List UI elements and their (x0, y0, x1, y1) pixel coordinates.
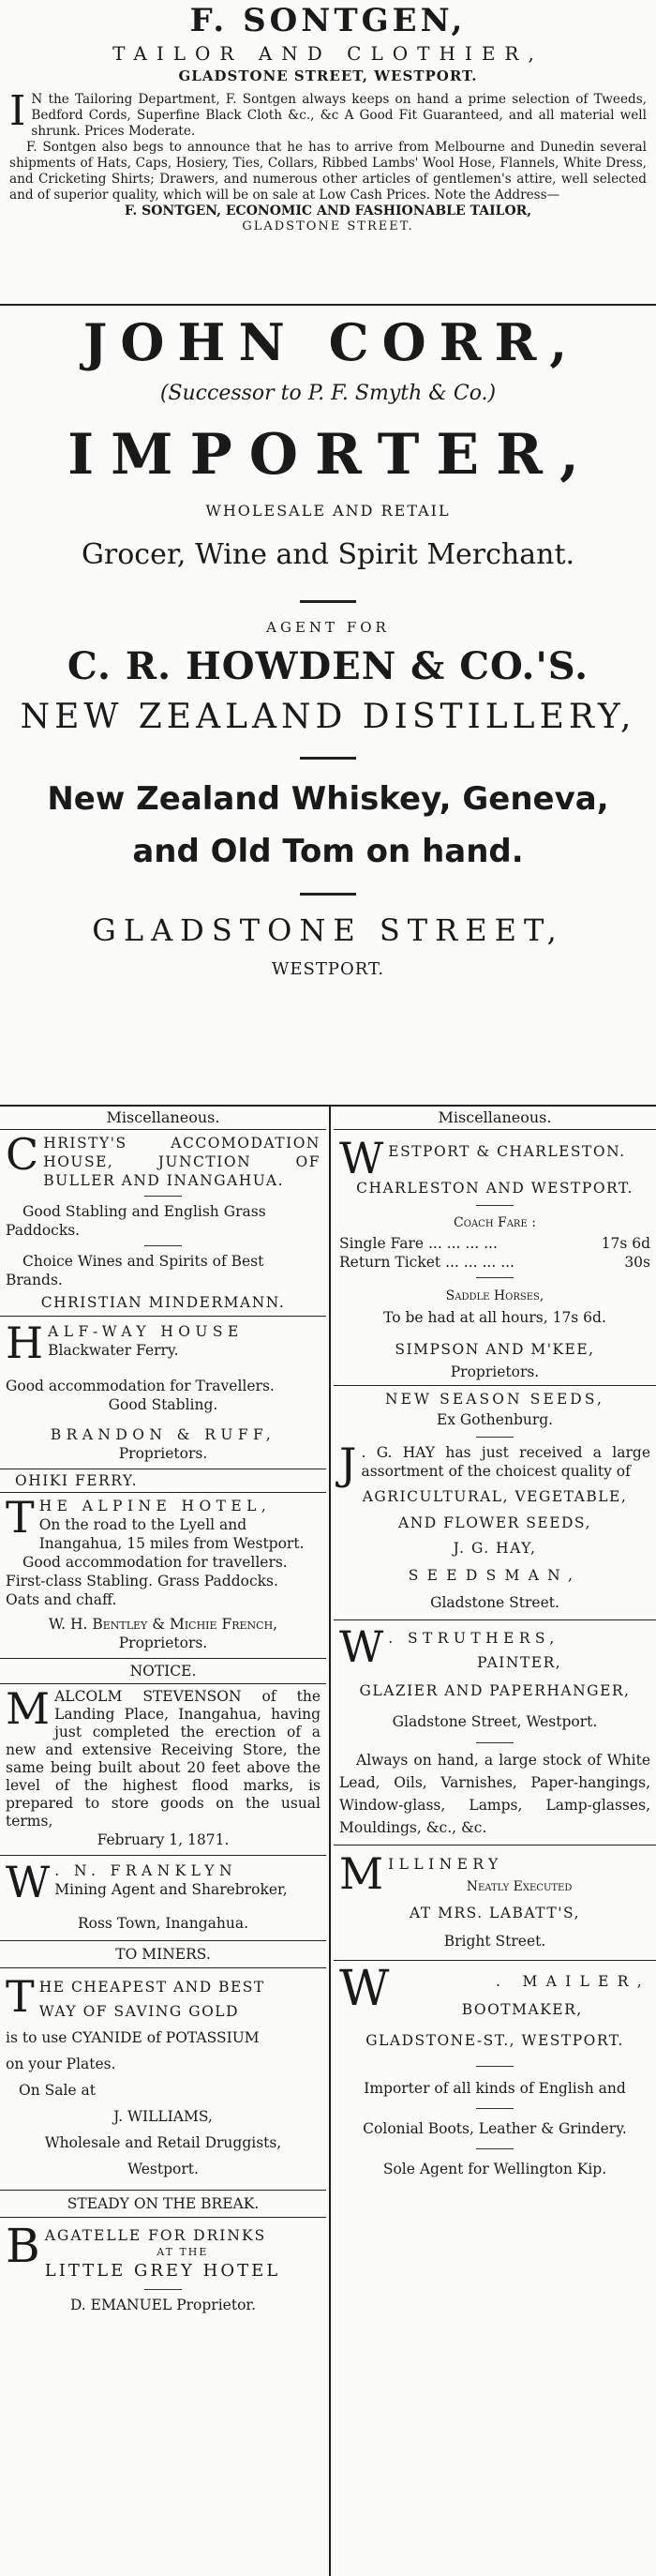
corr-rule-1 (300, 600, 356, 603)
coach-subtitle: CHARLESTON AND WESTPORT. (356, 1180, 634, 1197)
mailer-ad (334, 1961, 656, 2181)
miners-name: J. WILLIAMS, (113, 2108, 213, 2125)
sontgen-address: GLADSTONE STREET, WESTPORT. (178, 68, 478, 84)
seeds-dropcap: J (339, 1439, 357, 1489)
franklyn-dropcap: W (6, 1857, 51, 1907)
corr-successor: (Successor to P. F. Smyth & Co.) (159, 382, 497, 405)
halfway-dropcap: H (6, 1318, 44, 1368)
struthers-body: Always on hand, a large stock of White Lead, Oils, Varnishes, Paper-hangings, Window-glass, Lamps, Lamp-glasses, Mouldings, &c., &c. (339, 1752, 650, 1836)
corr-street: GLADSTONE STREET, (92, 912, 564, 948)
miners-line4: Wholesale and Retail Druggists, (44, 2134, 282, 2151)
sontgen-para1: N the Tailoring Department, F. Sontgen always keeps on hand a prime selection of Tweeds, Bedford Cords, Superfine Black Cloth &c., &c A Good Fit Guaranteed, and all material well shrunk. Prices Moderate. (31, 92, 647, 139)
coach-title: ESTPORT & CHARLESTON. (388, 1143, 626, 1160)
ohiki-line1: Good accommodation for travellers. (22, 1554, 288, 1571)
corr-importer: IMPORTER, (67, 422, 596, 488)
coach-fare-label: Coach Fare : (454, 1215, 536, 1230)
mailer-line2: GLADSTONE-ST., WESTPORT. (365, 2032, 624, 2049)
coach-saddle-line: To be had at all hours, 17s 6d. (383, 1309, 606, 1326)
franklyn-title: . N. FRANKLYN (54, 1862, 237, 1879)
corr-whiskey-2: and Old Tom on hand. (132, 833, 524, 870)
coach-saddle: Saddle Horses, (445, 1288, 544, 1303)
christy-rule-1 (144, 1196, 182, 1197)
struthers-line3: Gladstone Street, Westport. (392, 1713, 598, 1730)
halfway-role: Proprietors. (118, 1445, 208, 1462)
notice-date: February 1, 1871. (97, 1831, 230, 1848)
corr-howden: C. R. HOWDEN & CO.'S. (67, 644, 589, 688)
break-owner: D. EMANUEL Proprietor. (69, 2297, 257, 2313)
miners-line3: On Sale at (19, 2082, 97, 2099)
halfway-title: ALF-WAY HOUSE (48, 1323, 244, 1340)
sontgen-para2: F. Sontgen also begs to announce that he has to arrive from Melbourne and Dunedin several shipments of Hats, Caps, Hosiery, Ties, Collars, Ribbed Lambs' Wool Hose, Flannels, White Dress, and Cricketing Shirts; Drawers, and numerous other articles of gentlemen's attire, well selected and of superior quality, which will be on sale at Low Cash Prices. Note the Address— (9, 140, 647, 203)
franklyn-line1: Mining Agent and Sharebroker, (54, 1881, 288, 1898)
mailer-dropcap: W (339, 1961, 390, 2017)
corr-rule-2 (300, 757, 356, 760)
mailer-line4: Colonial Boots, Leather & Grindery. (363, 2120, 627, 2137)
coach-rule-2 (476, 1277, 514, 1278)
seeds-name: J. G. HAY, (453, 1540, 537, 1557)
column-divider (329, 1107, 331, 2576)
halfway-owners: BRANDON & RUFF, (50, 1426, 276, 1443)
corr-whiskey-1: New Zealand Whiskey, Geneva, (47, 780, 609, 818)
notice-ad (0, 1659, 326, 1849)
corr-name: JOHN CORR, (82, 312, 581, 372)
christy-title: HRISTY'S ACCOMODATION HOUSE, JUNCTION OF BULLER AND INANGAHUA. (43, 1135, 321, 1189)
corr-wholesale: WHOLESALE AND RETAIL (205, 502, 451, 520)
mailer-line1: BOOTMAKER, (461, 2001, 583, 2018)
fare-return-price: 30s (624, 1254, 650, 1271)
coach-rule-1 (476, 1205, 514, 1206)
mailer-rule-2 (476, 2108, 514, 2109)
corr-rule-3 (300, 893, 356, 896)
break-hotel: LITTLE GREY HOTEL (44, 2261, 281, 2281)
break-dropcap: B (6, 2219, 40, 2273)
coach-ad (334, 1130, 656, 1381)
seeds-rule (476, 1437, 514, 1438)
notice-body: ALCOLM STEVENSON of the Landing Place, Inangahua, having just completed the erection of a new and extensive Receiving Store, the same being built about 20 feet above the level of the highest flood marks, is prepared to store goods on the usual terms, (6, 1688, 321, 1830)
christy-line1: Good Stabling and English Grass Paddocks. (6, 1203, 266, 1239)
corr-town: WESTPORT. (271, 959, 385, 979)
mailer-line5: Sole Agent for Wellington Kip. (382, 2161, 607, 2177)
seeds-subtitle: Ex Gothenburg. (436, 1411, 554, 1428)
fare-row-single (339, 1234, 650, 1253)
struthers-rule (476, 1742, 514, 1743)
divider-top (0, 304, 656, 306)
christy-owner: CHRISTIAN MINDERMANN. (40, 1294, 286, 1311)
seeds-body: . G. HAY has just received a large assortment of the choicest quality of (361, 1444, 650, 1480)
classifieds-columns (0, 1107, 656, 2576)
sontgen-tagline: TAILOR AND CLOTHIER, (112, 42, 544, 65)
halfway-subtitle: Blackwater Ferry. (48, 1342, 179, 1359)
fare-single-label: Single Fare ... ... ... ... (339, 1235, 498, 1252)
halfway-line2: Good Stabling. (108, 1396, 218, 1413)
corr-agent-for: AGENT FOR (266, 619, 390, 636)
ohiki-role: Proprietors. (118, 1634, 208, 1651)
halfway-line1: Good accommodation for Travellers. (6, 1378, 275, 1394)
right-header: Miscellaneous. (438, 1108, 552, 1126)
coach-dropcap: W (339, 1133, 384, 1183)
millinery-ad (334, 1845, 656, 1954)
corr-grocer: Grocer, Wine and Spirit Merchant. (81, 538, 575, 571)
christy-dropcap: C (6, 1129, 39, 1180)
break-title: AGATELLE FOR DRINKS (44, 2227, 267, 2244)
ohiki-title: HE ALPINE HOTEL, (38, 1498, 272, 1514)
miners-title1: HE CHEAPEST AND BEST (38, 1979, 265, 1996)
franklyn-line2: Ross Town, Inangahua. (77, 1915, 249, 1932)
ohiki-body: On the road to the Lyell and Inangahua, 15 miles from Westport. (38, 1516, 305, 1552)
struthers-ad (334, 1620, 656, 1839)
sontgen-signature: F. SONTGEN, ECONOMIC AND FASHIONABLE TAILOR, (124, 203, 532, 218)
mailer-rule (476, 2066, 514, 2067)
mailer-title: . MAILER, (496, 1973, 650, 1990)
ohiki-header: OHIKI FERRY. (15, 1472, 139, 1489)
ohiki-ad (0, 1469, 326, 1652)
sontgen-body (9, 87, 647, 203)
notice-header: NOTICE. (129, 1663, 197, 1680)
corr-advert (0, 309, 656, 984)
miners-dropcap: T (6, 1971, 35, 2022)
notice-dropcap: M (6, 1683, 51, 1734)
franklyn-ad (0, 1856, 326, 1933)
sontgen-name: F. SONTGEN, (189, 2, 467, 39)
miners-ad (0, 1941, 326, 2182)
christy-line2: Choice Wines and Spirits of Best Brands. (6, 1253, 264, 1288)
seeds-line1: AGRICULTURAL, VEGETABLE, (362, 1488, 628, 1505)
struthers-dropcap: W (339, 1621, 384, 1672)
seeds-line2: AND FLOWER SEEDS, (398, 1514, 591, 1531)
seeds-title: NEW SEASON SEEDS, (384, 1391, 605, 1408)
left-column (0, 1107, 326, 2314)
fare-single-price: 17s 6d (601, 1235, 650, 1252)
sontgen-advert (9, 0, 647, 233)
struthers-title: . STRUTHERS, (388, 1630, 559, 1647)
halfway-ad (0, 1317, 326, 1463)
mailer-line3: Importer of all kinds of English and (364, 2080, 626, 2097)
coach-owners: SIMPSON AND M'KEE, (395, 1341, 595, 1358)
fare-return-label: Return Ticket ... ... ... ... (339, 1254, 514, 1271)
miners-header: TO MINERS. (115, 1946, 211, 1963)
break-at-the: AT THE (157, 2246, 209, 2258)
seeds-ad (334, 1386, 656, 1616)
sontgen-signature-street: GLADSTONE STREET. (242, 219, 414, 233)
miners-title2: WAY OF SAVING GOLD (38, 2003, 239, 2020)
struthers-line2: GLAZIER AND PAPERHANGER, (359, 1682, 631, 1699)
break-ad (0, 2191, 326, 2314)
millinery-dropcap: M (339, 1848, 384, 1899)
millinery-title: ILLINERY (388, 1856, 503, 1873)
christy-rule-2 (144, 1245, 182, 1246)
ohiki-owners: W. H. Bentley & Michie French, (48, 1616, 278, 1633)
fare-row-return (339, 1253, 650, 1272)
millinery-line2: Bright Street. (443, 1933, 546, 1950)
seeds-street: Gladstone Street. (430, 1594, 559, 1611)
seeds-role: SEEDSMAN, (408, 1567, 582, 1584)
sontgen-dropcap: I (9, 87, 26, 135)
struthers-line1: PAINTER, (477, 1654, 562, 1671)
break-rule (144, 2289, 182, 2290)
right-column (334, 1107, 656, 2181)
corr-distillery: NEW ZEALAND DISTILLERY, (20, 698, 636, 736)
break-header: STEADY ON THE BREAK. (67, 2195, 260, 2212)
left-header: Miscellaneous. (106, 1108, 220, 1126)
millinery-subtitle: Neatly Executed (466, 1879, 573, 1894)
miners-line2: on your Plates. (6, 2056, 116, 2072)
millinery-line1: AT MRS. LABATT'S, (409, 1905, 580, 1921)
coach-role: Proprietors. (450, 1363, 540, 1380)
ohiki-line2: First-class Stabling. Grass Paddocks. (6, 1573, 278, 1589)
ohiki-dropcap: T (6, 1492, 35, 1543)
mailer-rule-3 (476, 2148, 514, 2149)
christy-ad (0, 1130, 326, 1312)
ohiki-line3: Oats and chaff. (6, 1591, 117, 1608)
miners-line5: Westport. (127, 2161, 199, 2177)
miners-line1: is to use CYANIDE of POTASSIUM (6, 2029, 260, 2046)
